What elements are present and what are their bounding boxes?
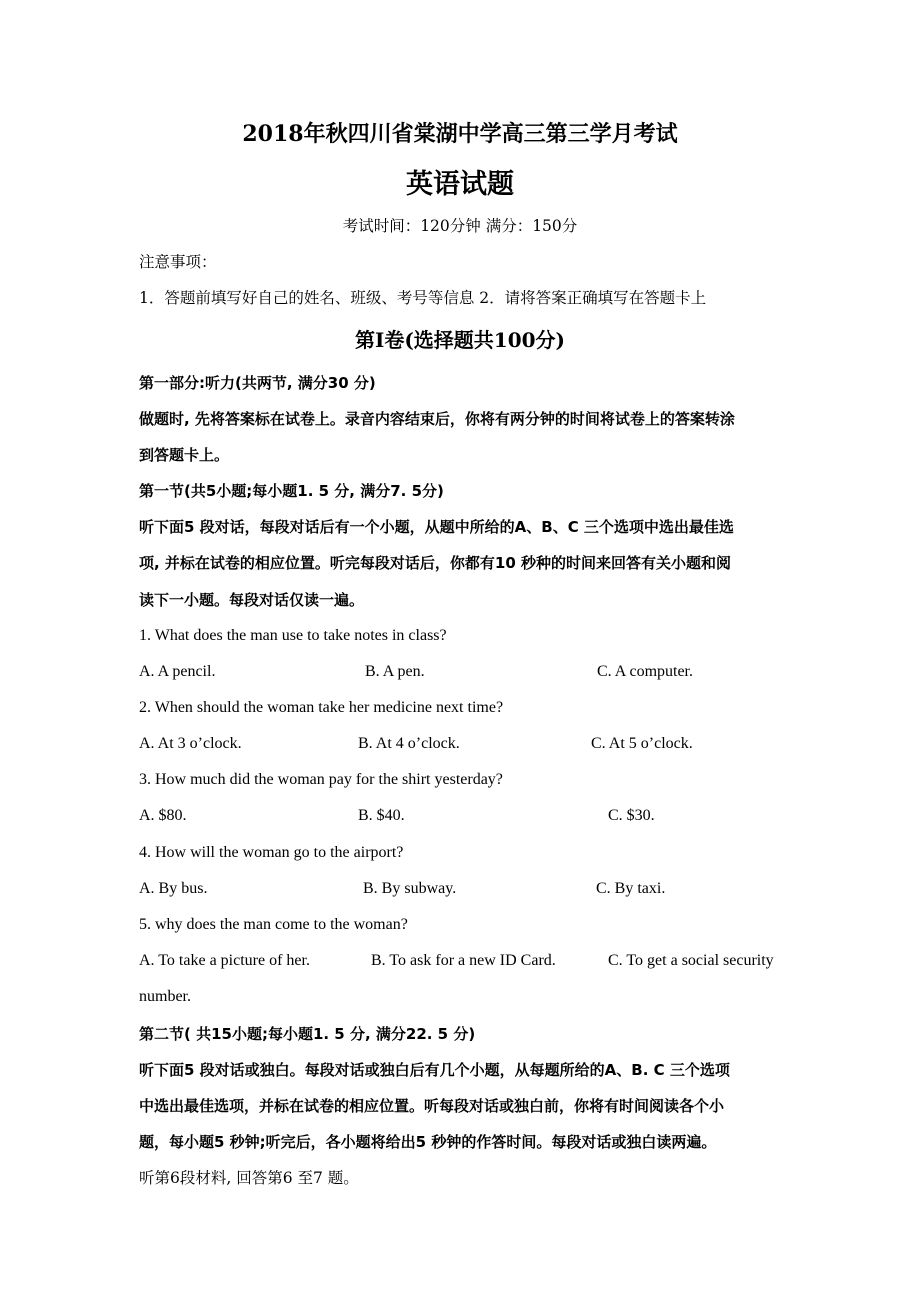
question-5: 5. why does the man come to the woman?: [139, 916, 408, 933]
volume-title: 第I卷(选择题共100分): [354, 328, 566, 352]
part1-line: 到答题卡上。: [139, 446, 230, 464]
section2-heading: 第二节( 共15小题;每小题1. 5 分, 满分22. 5 分): [139, 1025, 476, 1043]
section1-heading: 第一节(共5小题;每小题1. 5 分, 满分7. 5分): [139, 482, 444, 500]
option-c: C. By taxi.: [596, 880, 666, 897]
option-b: B. $40.: [358, 807, 405, 824]
subject-title: 英语试题: [406, 169, 514, 200]
section1-line: 听下面5 段对话，每段对话后有一个小题，从题中所给的A、B、C 三个选项中选出最佳选: [139, 518, 734, 536]
section2-line: 听下面5 段对话或独白。每段对话或独白后有几个小题，从每题所给的A、B. C 三个选项: [139, 1061, 730, 1079]
notice-heading: 注意事项：: [139, 253, 217, 271]
option-a: A. By bus.: [139, 880, 208, 897]
section1-line: 读下一小题。每段对话仅读一遍。: [139, 591, 365, 609]
option-c-continuation: number.: [139, 988, 191, 1005]
question-4: 4. How will the woman go to the airport?: [139, 844, 404, 861]
option-c: C. $30.: [608, 807, 655, 824]
option-b: B. By subway.: [363, 880, 457, 897]
option-b: B. To ask for a new ID Card.: [371, 952, 556, 969]
option-b: B. At 4 o’clock.: [358, 735, 460, 752]
option-a: A. To take a picture of her.: [139, 952, 310, 969]
part1-heading: 第一部分:听力(共两节, 满分30 分): [139, 374, 376, 392]
option-c: C. A computer.: [597, 663, 693, 680]
question-2: 2. When should the woman take her medicine next time?: [139, 699, 504, 716]
exam-title: 2018年秋四川省棠湖中学高三第三学月考试: [242, 121, 678, 147]
option-a: A. At 3 o’clock.: [139, 735, 242, 752]
section1-line: 项, 并标在试卷的相应位置。听完每段对话后，你都有10 秒种的时间来回答有关小题和阅: [139, 554, 732, 572]
option-a: A. A pencil.: [139, 663, 216, 680]
question-3: 3. How much did the woman pay for the shirt yesterday?: [139, 771, 503, 788]
option-c: C. At 5 o’clock.: [591, 735, 693, 752]
question-1: 1. What does the man use to take notes in class?: [139, 627, 447, 644]
exam-info: 考试时间：120分钟 满分：150分: [342, 217, 578, 235]
option-a: A. $80.: [139, 807, 187, 824]
notice-text: 1．答题前填写好自己的姓名、班级、考号等信息 2．请将答案正确填写在答题卡上: [139, 289, 707, 307]
option-b: B. A pen.: [365, 663, 425, 680]
section2-line: 中选出最佳选项，并标在试卷的相应位置。听每段对话或独白前，你将有时间阅读各个小: [139, 1097, 725, 1115]
section2-line: 题，每小题5 秒钟;听完后，各小题将给出5 秒钟的作答时间。每段对话或独白读两遍。: [139, 1133, 717, 1151]
option-c: C. To get a social security: [608, 952, 774, 969]
part1-line: 做题时, 先将答案标在试卷上。录音内容结束后，你将有两分钟的时间将试卷上的答案转涂: [139, 410, 735, 428]
material-note: 听第6段材料, 回答第6 至7 题。: [139, 1169, 359, 1187]
